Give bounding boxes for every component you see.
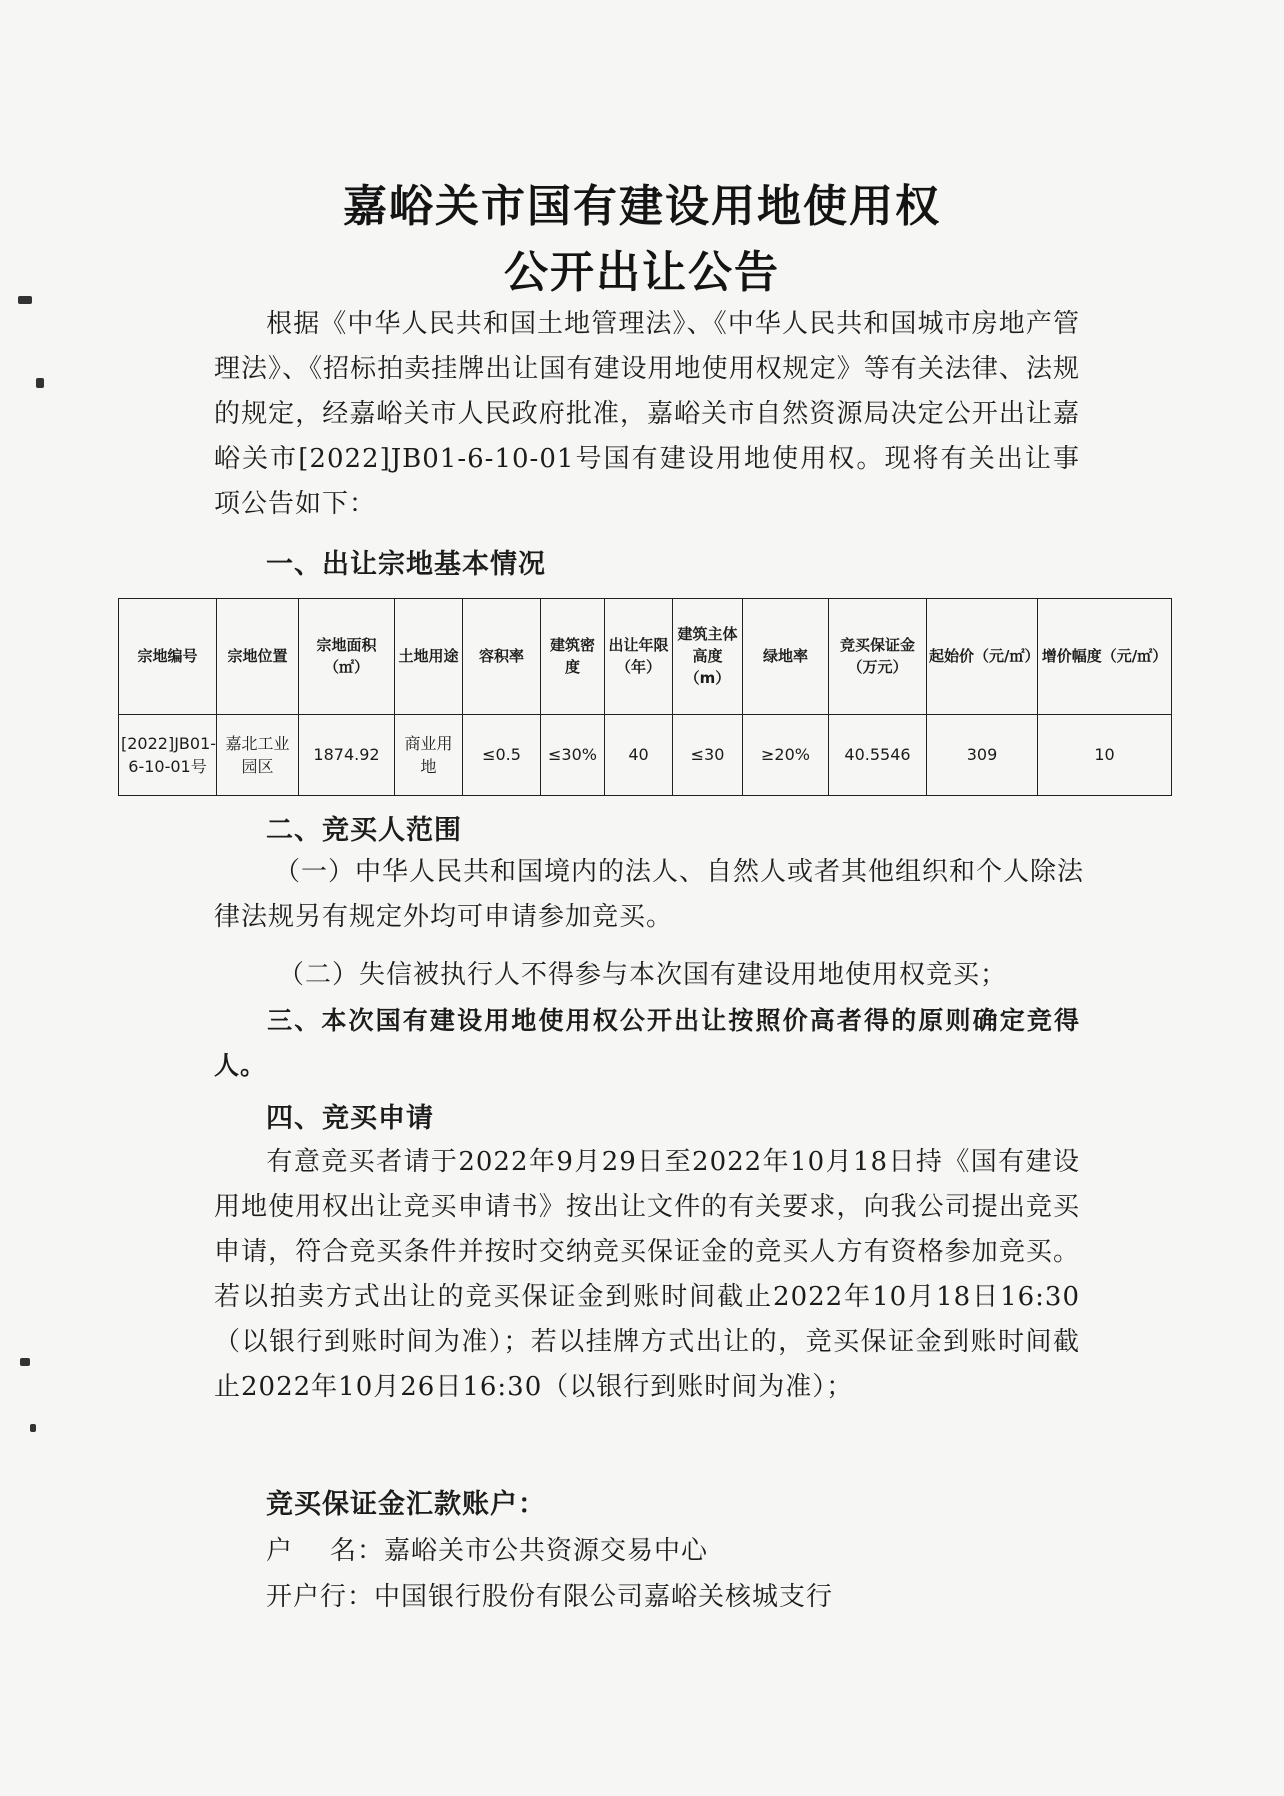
table-cell: 嘉北工业园区 bbox=[217, 714, 299, 795]
scan-speck bbox=[30, 1424, 36, 1432]
section2-heading: 二、竞买人范围 bbox=[266, 815, 462, 846]
scan-speck bbox=[18, 296, 32, 304]
intro-text: 根据《中华人民共和国土地管理法》、《中华人民共和国城市房地产管理法》、《招标拍卖挂牌出让国有建设用地使用权规定》等有关法律、法规的规定，经嘉峪关市人民政府批准，嘉峪关市自然资源局决定公开出让嘉峪关市[2022]JB01-6-10-01号国有建设用地使用权。现将有关出让事项公告如下： bbox=[214, 309, 1080, 519]
table-cell: 40.5546 bbox=[829, 714, 927, 795]
table-row bbox=[119, 714, 1172, 795]
section1-heading: 一、出让宗地基本情况 bbox=[266, 549, 546, 580]
table-cell: 10 bbox=[1038, 714, 1172, 795]
header-cell: 容积率 bbox=[463, 599, 541, 715]
section3-text: 三、本次国有建设用地使用权公开出让按照价高者得的原则确定竞得人。 bbox=[214, 1006, 1080, 1080]
table-cell: ≤30% bbox=[541, 714, 605, 795]
land-info-table bbox=[118, 598, 1172, 796]
header-cell: 宗地编号 bbox=[119, 599, 217, 715]
section2-item1 bbox=[214, 850, 1084, 940]
table-cell: [2022]JB01-6-10-01号 bbox=[119, 714, 217, 795]
header-cell: 建筑密度 bbox=[541, 599, 605, 715]
header-cell: 宗地面积（㎡） bbox=[299, 599, 395, 715]
section4-text: 有意竞买者请于2022年9月29日至2022年10月18日持《国有建设用地使用权出让竞买申请书》按出让文件的有关要求，向我公司提出竞买申请，符合竞买条件并按时交纳竞买保证金的竞买人方有资格参加竞买。若以拍卖方式出让的竞买保证金到账时间截止2022年10月18日16:30（以银行到账时间为准）；若以挂牌方式出让的，竞买保证金到账时间截止2022年10月26日16:30（以银行到账时间为准）； bbox=[214, 1147, 1080, 1402]
section2-item2: （二）失信被执行人不得参与本次国有建设用地使用权竞买； bbox=[278, 960, 1008, 990]
table-cell: ≤0.5 bbox=[463, 714, 541, 795]
table-cell: 40 bbox=[605, 714, 673, 795]
section4-heading: 四、竞买申请 bbox=[266, 1103, 434, 1134]
table-cell: ≥20% bbox=[743, 714, 829, 795]
table-cell: 1874.92 bbox=[299, 714, 395, 795]
intro-paragraph bbox=[214, 302, 1080, 527]
section2-item1-text: （一）中华人民共和国境内的法人、自然人或者其他组织和个人除法律法规另有规定外均可申请参加竞买。 bbox=[214, 857, 1085, 932]
header-cell: 起始价（元/㎡） bbox=[927, 599, 1038, 715]
header-cell: 建筑主体高度（m） bbox=[673, 599, 743, 715]
title-line-2: 公开出让公告 bbox=[504, 247, 780, 298]
account-name: 户 名：嘉峪关市公共资源交易中心 bbox=[266, 1536, 709, 1566]
header-cell: 土地用途 bbox=[395, 599, 463, 715]
header-cell: 出让年限（年） bbox=[605, 599, 673, 715]
header-cell: 宗地位置 bbox=[217, 599, 299, 715]
account-bank: 开户行：中国银行股份有限公司嘉峪关核城支行 bbox=[266, 1582, 834, 1612]
account-heading: 竞买保证金汇款账户： bbox=[266, 1489, 546, 1520]
section4-paragraph bbox=[214, 1140, 1080, 1410]
header-cell: 增价幅度（元/㎡） bbox=[1038, 599, 1172, 715]
table-cell: 309 bbox=[927, 714, 1038, 795]
table-cell: ≤30 bbox=[673, 714, 743, 795]
header-cell: 竞买保证金（万元） bbox=[829, 599, 927, 715]
title-line-1: 嘉峪关市国有建设用地使用权 bbox=[343, 181, 941, 232]
table-header-row bbox=[119, 599, 1172, 715]
header-cell: 绿地率 bbox=[743, 599, 829, 715]
scan-speck bbox=[20, 1358, 30, 1366]
scan-speck bbox=[36, 378, 44, 388]
table-cell: 商业用地 bbox=[395, 714, 463, 795]
section3-paragraph bbox=[214, 998, 1080, 1088]
